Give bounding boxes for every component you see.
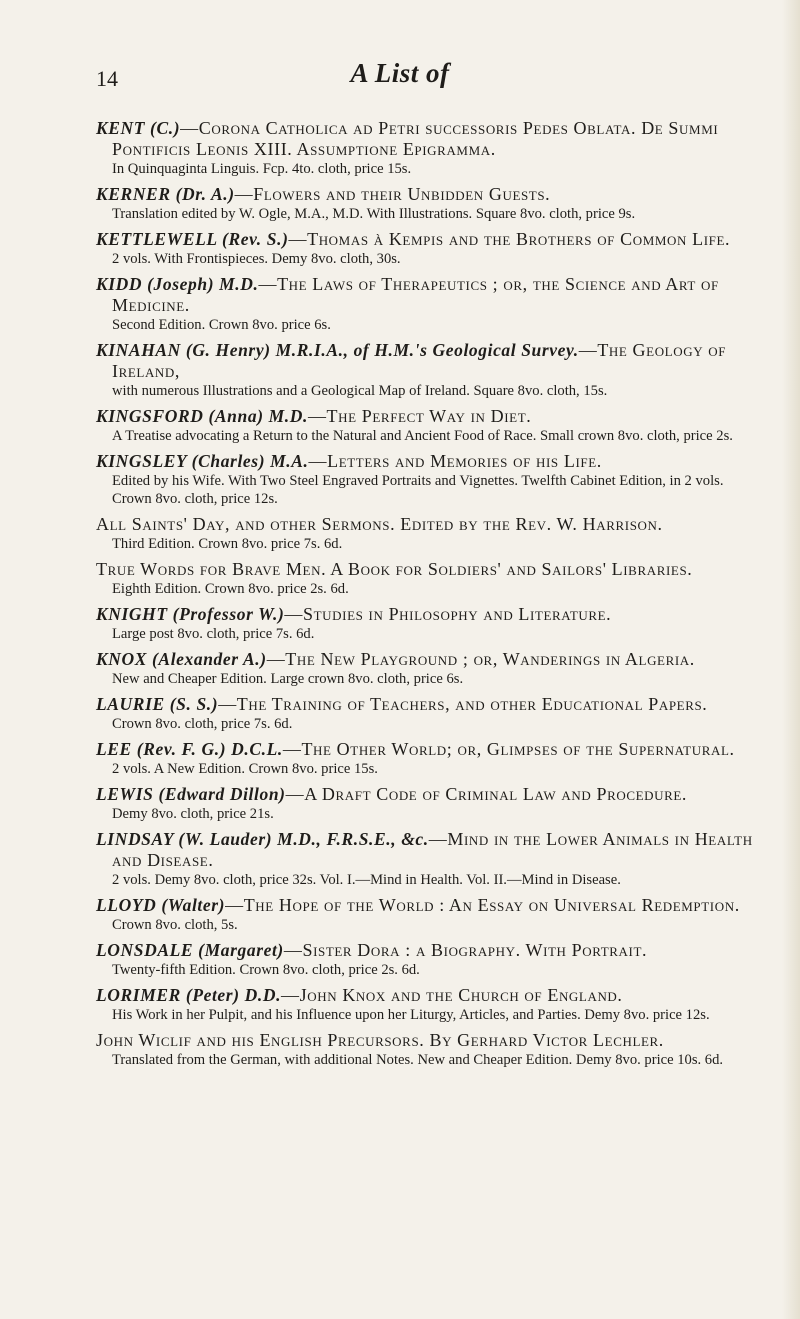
- entry-details: Crown 8vo. cloth, 5s.: [112, 917, 238, 933]
- running-head: A List of: [350, 58, 450, 88]
- entry-details: A Treatise advocating a Return to the Natural and Ancient Food of Race. Small crown 8vo. cloth, price 2s.: [112, 428, 733, 444]
- catalogue-entry: [96, 274, 766, 334]
- entry-heading: [96, 1030, 766, 1051]
- entry-author: LLOYD (Walter): [96, 895, 226, 915]
- catalogue-entry: [96, 451, 766, 508]
- entry-author: LEWIS (Edward Dillon): [96, 784, 286, 804]
- entry-title: —The Geology of Ireland,: [112, 340, 727, 381]
- catalogue-entry: [96, 406, 766, 445]
- entry-title: —The New Playground ; or, Wanderings in Algeria.: [266, 649, 695, 669]
- catalogue-entry: [96, 784, 766, 823]
- entry-details: Crown 8vo. cloth, price 7s. 6d.: [112, 716, 293, 732]
- catalogue-entry: [96, 118, 766, 178]
- entry-author: KINGSFORD (Anna) M.D.: [96, 406, 308, 426]
- entry-title: —Mind in the Lower Animals in Health and Disease.: [112, 829, 753, 870]
- entry-title: —Thomas à Kempis and the Brothers of Common Life.: [288, 229, 731, 249]
- entry-details: with numerous Illustrations and a Geological Map of Ireland. Square 8vo. cloth, 15s.: [112, 383, 608, 399]
- entry-heading: [96, 229, 766, 250]
- catalogue-entry: [96, 559, 766, 598]
- entry-title: —The Perfect Way in Diet.: [307, 406, 532, 426]
- entry-details: Edited by his Wife. With Two Steel Engraved Portraits and Vignettes. Twelfth Cabinet Edition, in 2 vols. Crown 8vo. cloth, price 12s.: [112, 473, 724, 507]
- entry-heading: [96, 784, 766, 805]
- entry-details: 2 vols. A New Edition. Crown 8vo. price 15s.: [112, 761, 378, 777]
- entry-heading: [96, 649, 766, 670]
- entry-author: KNOX (Alexander A.): [96, 649, 267, 669]
- page-edge-shadow: [782, 0, 800, 1319]
- entry-title: —Sister Dora : a Biography. With Portrait.: [283, 940, 648, 960]
- entry-details: In Quinquaginta Linguis. Fcp. 4to. cloth, price 15s.: [112, 161, 412, 177]
- catalogue-entry: [96, 229, 766, 268]
- entry-heading: [96, 118, 766, 160]
- entry-heading: [96, 985, 766, 1006]
- entry-title: John Wiclif and his English Precursors. By Gerhard Victor Lechler.: [96, 1030, 664, 1050]
- entry-author: KINAHAN (G. Henry) M.R.I.A., of H.M.'s Geological Survey.: [96, 340, 579, 360]
- page-number: 14: [96, 66, 118, 91]
- entry-heading: [96, 895, 766, 916]
- catalogue-entry: [96, 940, 766, 979]
- entry-details: Eighth Edition. Crown 8vo. price 2s. 6d.: [112, 581, 349, 597]
- catalogue-entry: [96, 829, 766, 889]
- entry-heading: [96, 604, 766, 625]
- entry-heading: [96, 559, 766, 580]
- entry-title: —John Knox and the Church of England.: [281, 985, 623, 1005]
- entry-title: —The Other World; or, Glimpses of the Supernatural.: [282, 739, 735, 759]
- entry-title: —The Training of Teachers, and other Educational Papers.: [218, 694, 708, 714]
- entry-author: KENT (C.): [96, 118, 181, 138]
- entry-details: Large post 8vo. cloth, price 7s. 6d.: [112, 626, 315, 642]
- catalogue-entry: [96, 739, 766, 778]
- entry-details: 2 vols. Demy 8vo. cloth, price 32s. Vol. I.—Mind in Health. Vol. II.—Mind in Disease.: [112, 872, 621, 888]
- entry-heading: [96, 739, 766, 760]
- entry-title: —A Draft Code of Criminal Law and Procedure.: [285, 784, 688, 804]
- entry-details: Demy 8vo. cloth, price 21s.: [112, 806, 274, 822]
- entry-details: Translated from the German, with additional Notes. New and Cheaper Edition. Demy 8vo. price 10s. 6d.: [112, 1052, 724, 1068]
- entry-heading: [96, 829, 766, 871]
- entry-title: True Words for Brave Men. A Book for Soldiers' and Sailors' Libraries.: [96, 559, 693, 579]
- entry-details: New and Cheaper Edition. Large crown 8vo. cloth, price 6s.: [112, 671, 464, 687]
- entry-heading: [96, 451, 766, 472]
- entry-title: —Studies in Philosophy and Literature.: [284, 604, 612, 624]
- entry-heading: [96, 406, 766, 427]
- entry-author: LAURIE (S. S.): [96, 694, 219, 714]
- entry-author: KETTLEWELL (Rev. S.): [96, 229, 289, 249]
- entry-author: KERNER (Dr. A.): [96, 184, 235, 204]
- entry-title: —Letters and Memories of his Life.: [308, 451, 602, 471]
- catalogue-entry: [96, 340, 766, 400]
- entry-details: His Work in her Pulpit, and his Influence upon her Liturgy, Articles, and Parties. Demy 8vo. price 12s.: [112, 1007, 710, 1023]
- catalogue-entry: [96, 895, 766, 934]
- entry-title: —The Laws of Therapeutics ; or, the Science and Art of Medicine.: [112, 274, 719, 315]
- entry-details: Twenty-fifth Edition. Crown 8vo. cloth, price 2s. 6d.: [112, 962, 420, 978]
- entry-details: Second Edition. Crown 8vo. price 6s.: [112, 317, 331, 333]
- catalogue-entry: [96, 649, 766, 688]
- entry-title: All Saints' Day, and other Sermons. Edited by the Rev. W. Harrison.: [96, 514, 663, 534]
- entry-details: 2 vols. With Frontispieces. Demy 8vo. cloth, 30s.: [112, 251, 401, 267]
- entry-heading: [96, 340, 766, 382]
- entry-author: KINGSLEY (Charles) M.A.: [96, 451, 309, 471]
- entry-author: LINDSAY (W. Lauder) M.D., F.R.S.E., &c.: [96, 829, 429, 849]
- entry-author: KNIGHT (Professor W.): [96, 604, 285, 624]
- catalogue-entries: [96, 118, 766, 1075]
- entry-author: LORIMER (Peter) D.D.: [96, 985, 282, 1005]
- entry-heading: [96, 514, 766, 535]
- entry-heading: [96, 940, 766, 961]
- catalogue-entry: [96, 985, 766, 1024]
- catalogue-entry: [96, 184, 766, 223]
- entry-author: LEE (Rev. F. G.) D.C.L.: [96, 739, 283, 759]
- entry-details: Third Edition. Crown 8vo. price 7s. 6d.: [112, 536, 343, 552]
- catalogue-entry: [96, 514, 766, 553]
- entry-title: —Corona Catholica ad Petri successoris Pedes Oblata. De Summi Pontificis Leonis XIII. Assumptione Epigramma.: [112, 118, 719, 159]
- entry-author: LONSDALE (Margaret): [96, 940, 284, 960]
- catalogue-entry: [96, 604, 766, 643]
- entry-title: —The Hope of the World : An Essay on Universal Redemption.: [225, 895, 740, 915]
- catalogue-entry: [96, 694, 766, 733]
- entry-author: KIDD (Joseph) M.D.: [96, 274, 259, 294]
- entry-heading: [96, 274, 766, 316]
- entry-heading: [96, 694, 766, 715]
- entry-heading: [96, 184, 766, 205]
- entry-title: —Flowers and their Unbidden Guests.: [234, 184, 551, 204]
- catalogue-entry: [96, 1030, 766, 1069]
- entry-details: Translation edited by W. Ogle, M.A., M.D. With Illustrations. Square 8vo. cloth, price 9s.: [112, 206, 636, 222]
